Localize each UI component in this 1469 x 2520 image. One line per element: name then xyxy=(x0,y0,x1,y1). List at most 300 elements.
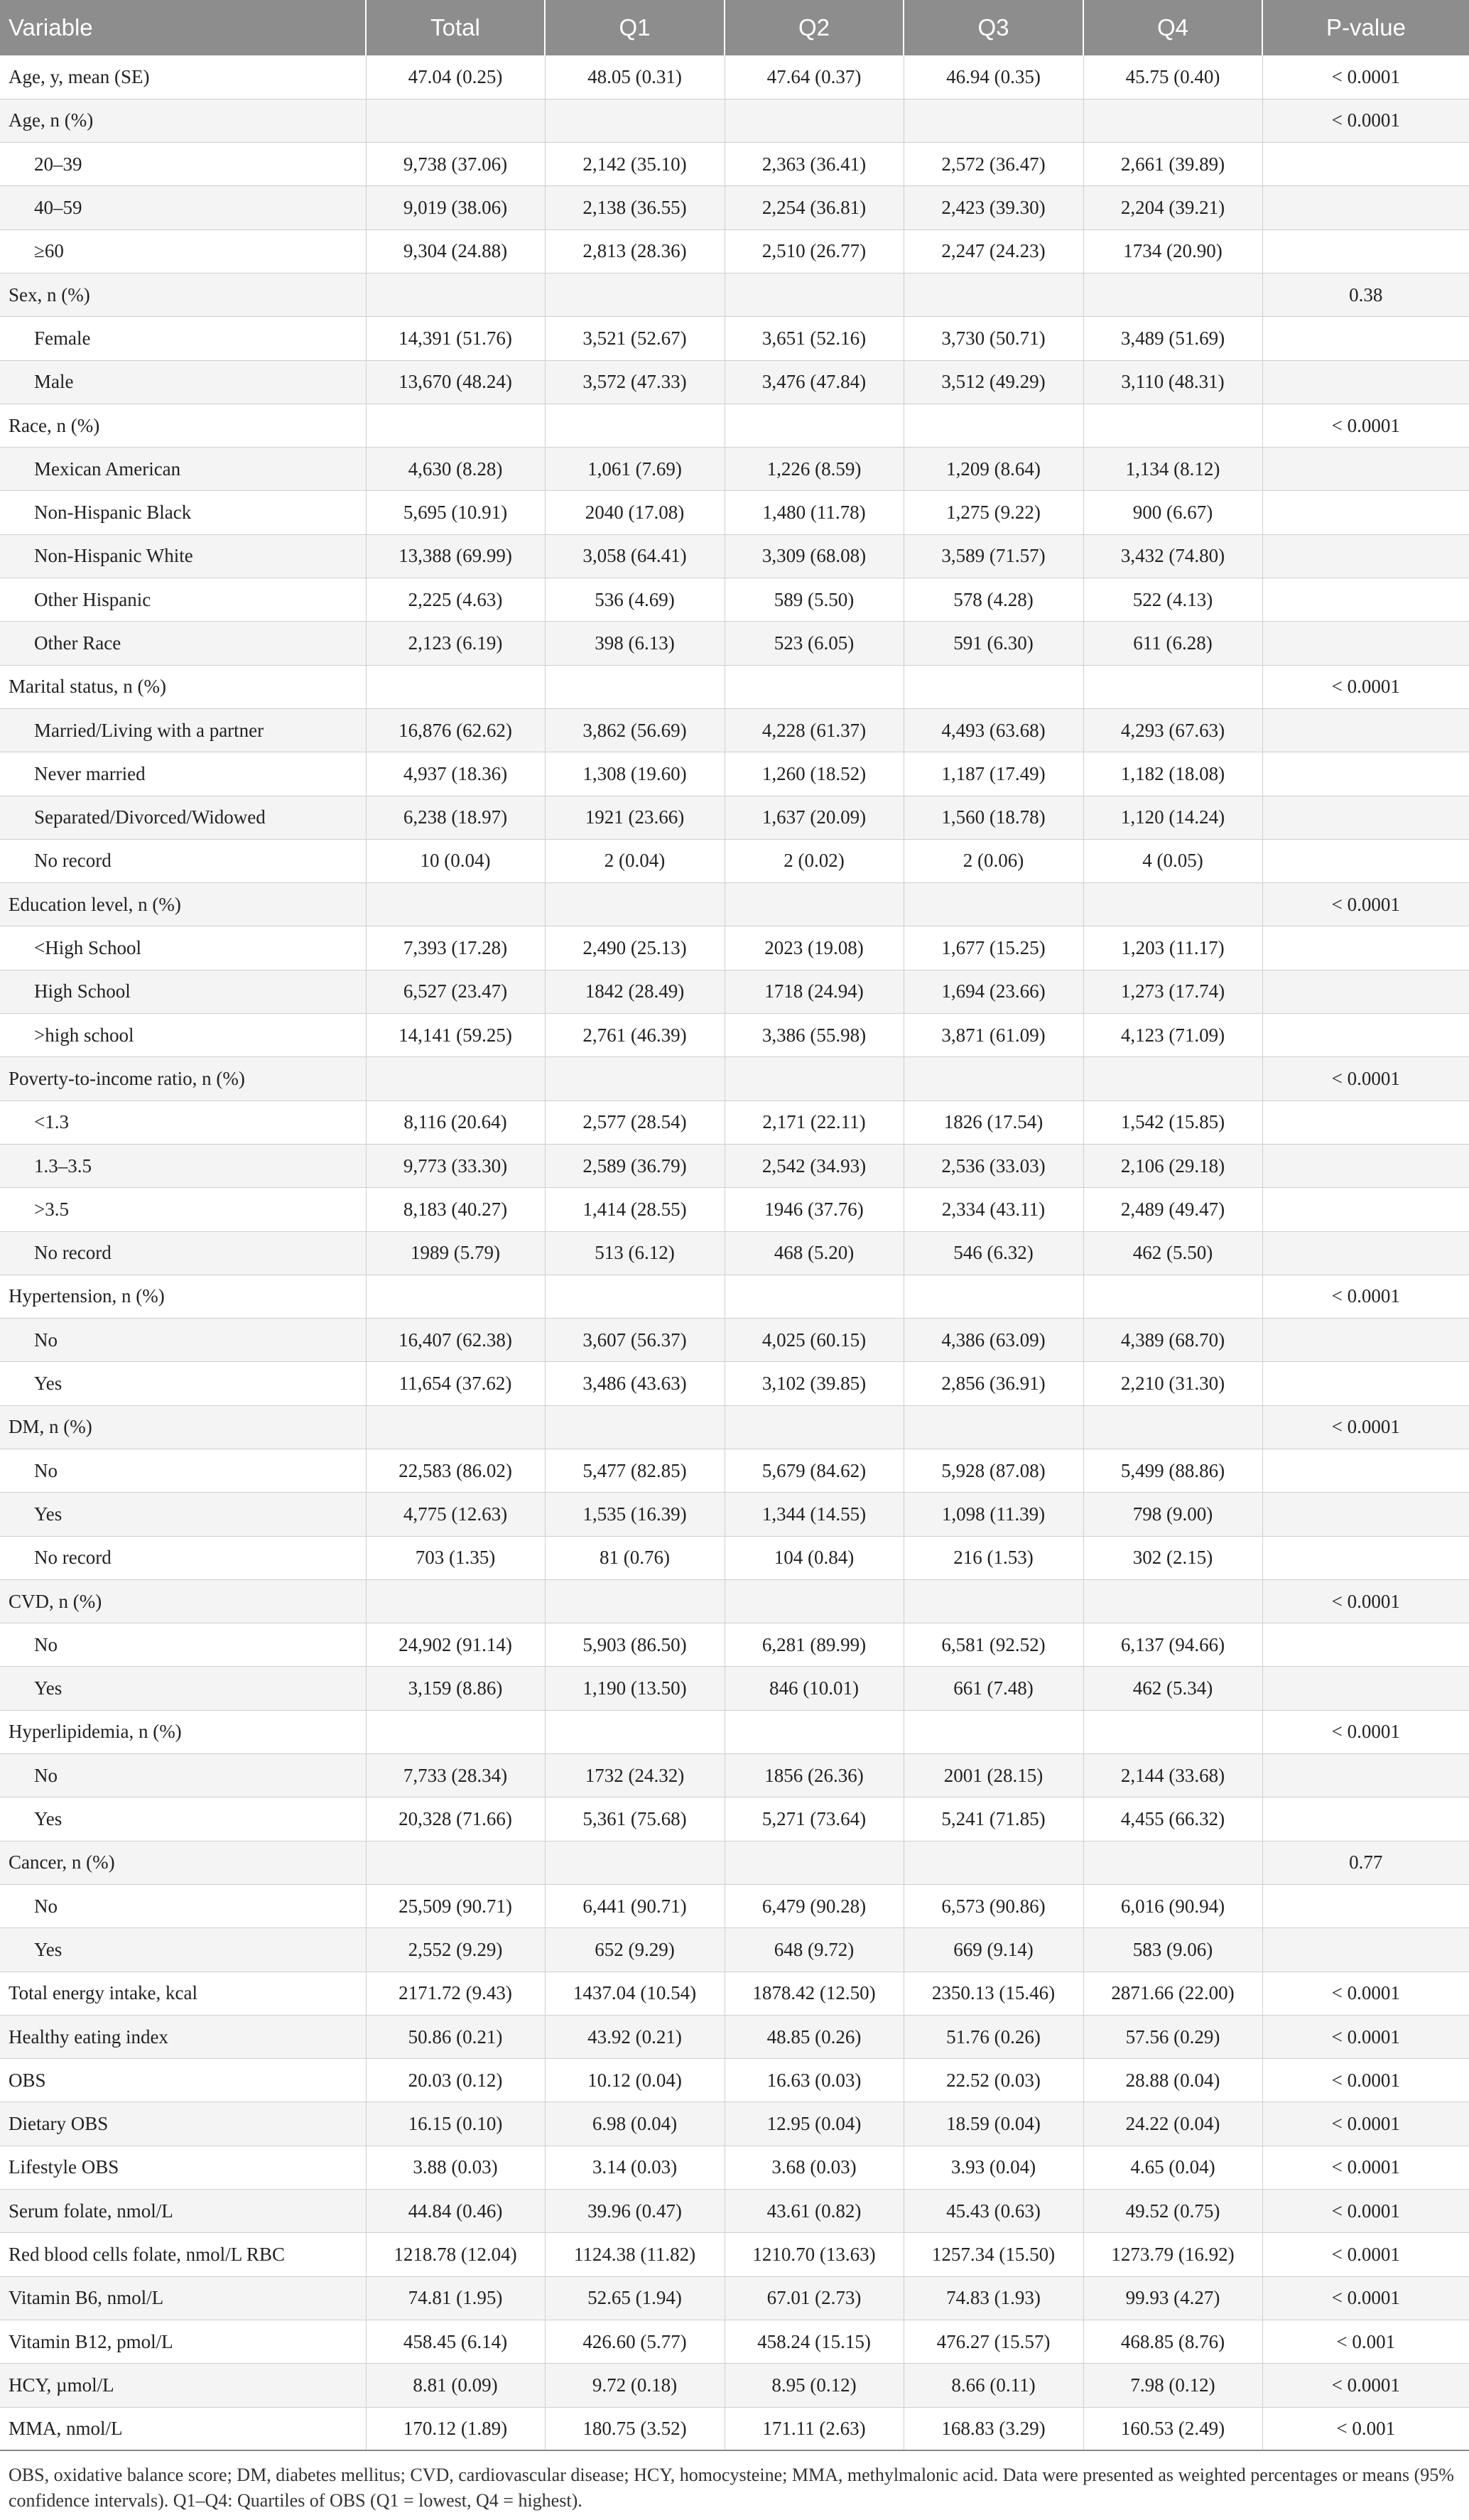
cell-q3: 6,581 (92.52) xyxy=(904,1623,1083,1667)
header-row xyxy=(0,0,1469,55)
cell-p-value xyxy=(1262,1231,1469,1275)
row-variable-label: No xyxy=(0,1319,366,1362)
cell-q3: 46.94 (0.35) xyxy=(904,55,1083,99)
cell-p-value: < 0.0001 xyxy=(1262,55,1469,99)
cell-total: 14,391 (51.76) xyxy=(366,317,545,360)
table-row xyxy=(0,708,1469,752)
cell-q4: 611 (6.28) xyxy=(1083,622,1262,665)
row-variable-label: No record xyxy=(0,839,366,882)
cell-q2: 1,344 (14.55) xyxy=(725,1493,904,1536)
row-variable-label: High School xyxy=(0,970,366,1013)
cell-q2 xyxy=(725,1057,904,1101)
cell-total: 20,328 (71.66) xyxy=(366,1797,545,1841)
cell-q3 xyxy=(904,1841,1083,1884)
table-row xyxy=(0,1188,1469,1231)
cell-p-value xyxy=(1262,970,1469,1013)
cell-p-value: < 0.001 xyxy=(1262,2407,1469,2450)
cell-total: 25,509 (90.71) xyxy=(366,1884,545,1927)
cell-q1: 9.72 (0.18) xyxy=(545,2364,725,2407)
row-variable-label: No record xyxy=(0,1536,366,1579)
cell-q3: 578 (4.28) xyxy=(904,578,1083,622)
cell-q4 xyxy=(1083,1841,1262,1884)
row-variable-label: Yes xyxy=(0,1667,366,1710)
row-variable-label: No record xyxy=(0,1231,366,1275)
cell-q2 xyxy=(725,1710,904,1753)
cell-q2: 1,226 (8.59) xyxy=(725,448,904,491)
cell-q2: 1,637 (20.09) xyxy=(725,796,904,839)
cell-q3: 74.83 (1.93) xyxy=(904,2276,1083,2320)
table-row xyxy=(0,578,1469,622)
cell-q1 xyxy=(545,1710,725,1753)
row-variable-label: Non-Hispanic White xyxy=(0,534,366,578)
cell-total: 10 (0.04) xyxy=(366,839,545,882)
cell-q2: 589 (5.50) xyxy=(725,578,904,622)
cell-p-value xyxy=(1262,839,1469,882)
table-row xyxy=(0,665,1469,708)
cell-total: 14,141 (59.25) xyxy=(366,1014,545,1057)
cell-q1: 52.65 (1.94) xyxy=(545,2276,725,2320)
cell-q4: 462 (5.34) xyxy=(1083,1667,1262,1710)
cell-q2: 5,271 (73.64) xyxy=(725,1797,904,1841)
cell-q3: 4,386 (63.09) xyxy=(904,1319,1083,1362)
row-variable-label: Red blood cells folate, nmol/L RBC xyxy=(0,2233,366,2276)
cell-q3: 18.59 (0.04) xyxy=(904,2102,1083,2146)
cell-p-value xyxy=(1262,1754,1469,1797)
cell-q1: 1732 (24.32) xyxy=(545,1754,725,1797)
cell-q4: 1,134 (8.12) xyxy=(1083,448,1262,491)
cell-total: 13,670 (48.24) xyxy=(366,360,545,404)
cell-total: 9,773 (33.30) xyxy=(366,1144,545,1187)
cell-q3: 2,334 (43.11) xyxy=(904,1188,1083,1231)
row-variable-label: Male xyxy=(0,360,366,404)
cell-q2: 3.68 (0.03) xyxy=(725,2146,904,2189)
cell-p-value: < 0.0001 xyxy=(1262,1057,1469,1101)
row-variable-label: Age, y, mean (SE) xyxy=(0,55,366,99)
cell-q4: 522 (4.13) xyxy=(1083,578,1262,622)
cell-q4 xyxy=(1083,99,1262,142)
cell-total: 13,388 (69.99) xyxy=(366,534,545,578)
row-variable-label: No xyxy=(0,1754,366,1797)
cell-q1: 5,477 (82.85) xyxy=(545,1449,725,1493)
cell-q1: 2,589 (36.79) xyxy=(545,1144,725,1187)
table-row xyxy=(0,404,1469,447)
cell-p-value xyxy=(1262,708,1469,752)
cell-q3: 1,187 (17.49) xyxy=(904,752,1083,796)
cell-p-value: < 0.0001 xyxy=(1262,404,1469,447)
table-row xyxy=(0,1101,1469,1144)
row-variable-label: >3.5 xyxy=(0,1188,366,1231)
cell-q1: 3,572 (47.33) xyxy=(545,360,725,404)
cell-q4 xyxy=(1083,1710,1262,1753)
row-variable-label: Vitamin B6, nmol/L xyxy=(0,2276,366,2320)
cell-q3: 669 (9.14) xyxy=(904,1928,1083,1972)
cell-q2: 5,679 (84.62) xyxy=(725,1449,904,1493)
cell-q2 xyxy=(725,404,904,447)
cell-q2: 4,228 (61.37) xyxy=(725,708,904,752)
cell-q4: 1,182 (18.08) xyxy=(1083,752,1262,796)
cell-total: 170.12 (1.89) xyxy=(366,2407,545,2450)
cell-q4: 24.22 (0.04) xyxy=(1083,2102,1262,2146)
cell-q1: 1,061 (7.69) xyxy=(545,448,725,491)
cell-q4: 2,204 (39.21) xyxy=(1083,186,1262,229)
cell-q1: 2040 (17.08) xyxy=(545,491,725,534)
table-row xyxy=(0,143,1469,186)
header-total: Total xyxy=(366,0,545,55)
cell-q3: 6,573 (90.86) xyxy=(904,1884,1083,1927)
cell-p-value xyxy=(1262,622,1469,665)
row-variable-label: No xyxy=(0,1623,366,1667)
table-row xyxy=(0,1754,1469,1797)
cell-p-value: < 0.0001 xyxy=(1262,2059,1469,2102)
cell-q3: 5,241 (71.85) xyxy=(904,1797,1083,1841)
row-variable-label: Education level, n (%) xyxy=(0,883,366,926)
cell-total: 1218.78 (12.04) xyxy=(366,2233,545,2276)
cell-q1 xyxy=(545,883,725,926)
cell-total: 74.81 (1.95) xyxy=(366,2276,545,2320)
row-variable-label: Mexican American xyxy=(0,448,366,491)
cell-q2: 2,542 (34.93) xyxy=(725,1144,904,1187)
row-variable-label: Serum folate, nmol/L xyxy=(0,2190,366,2233)
row-variable-label: Lifestyle OBS xyxy=(0,2146,366,2189)
table-row xyxy=(0,796,1469,839)
cell-q2: 104 (0.84) xyxy=(725,1536,904,1579)
table-row xyxy=(0,1841,1469,1884)
cell-p-value: 0.77 xyxy=(1262,1841,1469,1884)
cell-q4: 45.75 (0.40) xyxy=(1083,55,1262,99)
cell-q1: 48.05 (0.31) xyxy=(545,55,725,99)
cell-q3: 2001 (28.15) xyxy=(904,1754,1083,1797)
cell-q3 xyxy=(904,883,1083,926)
table-row xyxy=(0,2276,1469,2320)
cell-q2: 171.11 (2.63) xyxy=(725,2407,904,2450)
cell-q1: 652 (9.29) xyxy=(545,1928,725,1972)
row-variable-label: Marital status, n (%) xyxy=(0,665,366,708)
cell-q3: 3,512 (49.29) xyxy=(904,360,1083,404)
cell-q1: 43.92 (0.21) xyxy=(545,2015,725,2058)
cell-total xyxy=(366,1710,545,1753)
cell-total: 8.81 (0.09) xyxy=(366,2364,545,2407)
cell-total: 20.03 (0.12) xyxy=(366,2059,545,2102)
cell-total: 2,225 (4.63) xyxy=(366,578,545,622)
table-row xyxy=(0,273,1469,316)
cell-q1: 5,361 (75.68) xyxy=(545,1797,725,1841)
cell-q4: 4,293 (67.63) xyxy=(1083,708,1262,752)
cell-total: 8,183 (40.27) xyxy=(366,1188,545,1231)
cell-total xyxy=(366,665,545,708)
table-row xyxy=(0,2102,1469,2146)
cell-total: 2,552 (9.29) xyxy=(366,1928,545,1972)
cell-total: 11,654 (37.62) xyxy=(366,1362,545,1405)
cell-q4: 1,542 (15.85) xyxy=(1083,1101,1262,1144)
cell-q1: 426.60 (5.77) xyxy=(545,2320,725,2363)
row-variable-label: CVD, n (%) xyxy=(0,1579,366,1623)
cell-total: 6,238 (18.97) xyxy=(366,796,545,839)
row-variable-label: No xyxy=(0,1884,366,1927)
cell-total: 22,583 (86.02) xyxy=(366,1449,545,1493)
cell-q3: 2,536 (33.03) xyxy=(904,1144,1083,1187)
cell-p-value xyxy=(1262,1362,1469,1405)
cell-q2: 2 (0.02) xyxy=(725,839,904,882)
table-row xyxy=(0,1057,1469,1101)
cell-p-value: < 0.0001 xyxy=(1262,2276,1469,2320)
cell-q3: 168.83 (3.29) xyxy=(904,2407,1083,2450)
cell-q4 xyxy=(1083,1579,1262,1623)
cell-q3 xyxy=(904,1405,1083,1449)
cell-total: 5,695 (10.91) xyxy=(366,491,545,534)
row-variable-label: Never married xyxy=(0,752,366,796)
cell-q2: 3,476 (47.84) xyxy=(725,360,904,404)
cell-q2 xyxy=(725,1841,904,1884)
cell-q2 xyxy=(725,1275,904,1318)
header-q2: Q2 xyxy=(725,0,904,55)
cell-q4: 583 (9.06) xyxy=(1083,1928,1262,1972)
cell-q1: 3.14 (0.03) xyxy=(545,2146,725,2189)
cell-total xyxy=(366,1841,545,1884)
row-variable-label: Non-Hispanic Black xyxy=(0,491,366,534)
cell-q1: 2,142 (35.10) xyxy=(545,143,725,186)
cell-q1: 6,441 (90.71) xyxy=(545,1884,725,1927)
cell-total: 9,019 (38.06) xyxy=(366,186,545,229)
table-row xyxy=(0,1667,1469,1710)
cell-total xyxy=(366,404,545,447)
cell-q2: 3,309 (68.08) xyxy=(725,534,904,578)
table-row xyxy=(0,1710,1469,1753)
cell-q4: 4,455 (66.32) xyxy=(1083,1797,1262,1841)
cell-q1: 398 (6.13) xyxy=(545,622,725,665)
row-variable-label: ≥60 xyxy=(0,229,366,273)
cell-q2 xyxy=(725,1579,904,1623)
cell-p-value: 0.38 xyxy=(1262,273,1469,316)
cell-q1: 1,308 (19.60) xyxy=(545,752,725,796)
cell-p-value xyxy=(1262,1493,1469,1536)
cell-q3: 1826 (17.54) xyxy=(904,1101,1083,1144)
cell-total: 7,733 (28.34) xyxy=(366,1754,545,1797)
cell-p-value: < 0.0001 xyxy=(1262,99,1469,142)
cell-q3: 546 (6.32) xyxy=(904,1231,1083,1275)
cell-total: 458.45 (6.14) xyxy=(366,2320,545,2363)
cell-q2: 67.01 (2.73) xyxy=(725,2276,904,2320)
cell-q1: 1,535 (16.39) xyxy=(545,1493,725,1536)
cell-total: 1989 (5.79) xyxy=(366,1231,545,1275)
cell-q1 xyxy=(545,1841,725,1884)
cell-p-value xyxy=(1262,1623,1469,1667)
cell-q2: 2,363 (36.41) xyxy=(725,143,904,186)
cell-p-value: < 0.0001 xyxy=(1262,2190,1469,2233)
row-variable-label: <High School xyxy=(0,926,366,970)
cell-q2: 6,479 (90.28) xyxy=(725,1884,904,1927)
cell-q3: 591 (6.30) xyxy=(904,622,1083,665)
cell-q4: 1,203 (11.17) xyxy=(1083,926,1262,970)
cell-q3: 1,560 (18.78) xyxy=(904,796,1083,839)
table-row xyxy=(0,2059,1469,2102)
cell-q1: 2,761 (46.39) xyxy=(545,1014,725,1057)
cell-q3 xyxy=(904,273,1083,316)
row-variable-label: Vitamin B12, pmol/L xyxy=(0,2320,366,2363)
cell-p-value xyxy=(1262,534,1469,578)
table-row xyxy=(0,1579,1469,1623)
table-row xyxy=(0,1319,1469,1362)
table-row xyxy=(0,1493,1469,1536)
cell-q4: 900 (6.67) xyxy=(1083,491,1262,534)
cell-q1 xyxy=(545,665,725,708)
row-variable-label: Age, n (%) xyxy=(0,99,366,142)
cell-q3: 45.43 (0.63) xyxy=(904,2190,1083,2233)
cell-q2: 1,480 (11.78) xyxy=(725,491,904,534)
cell-q1 xyxy=(545,1579,725,1623)
cell-q1 xyxy=(545,1057,725,1101)
cell-q3 xyxy=(904,1057,1083,1101)
cell-q4: 2,144 (33.68) xyxy=(1083,1754,1262,1797)
cell-q1: 1921 (23.66) xyxy=(545,796,725,839)
cell-q1: 2 (0.04) xyxy=(545,839,725,882)
cell-q4: 4.65 (0.04) xyxy=(1083,2146,1262,2189)
cell-q1: 2,138 (36.55) xyxy=(545,186,725,229)
table-row xyxy=(0,1362,1469,1405)
cell-total: 2171.72 (9.43) xyxy=(366,1972,545,2015)
cell-q1: 3,058 (64.41) xyxy=(545,534,725,578)
table-row xyxy=(0,2320,1469,2363)
cell-p-value xyxy=(1262,1928,1469,1972)
cell-q3: 22.52 (0.03) xyxy=(904,2059,1083,2102)
table-footnote: OBS, oxidative balance score; DM, diabetes mellitus; CVD, cardiovascular disease; HCY, homocysteine; MMA, methylmalonic acid. Data were presented as weighted percentages or means (95% confidence intervals). Q1–Q4: Quartiles of OBS (Q1 = lowest, Q4 = highest). xyxy=(9,2465,1454,2511)
cell-q4: 1,273 (17.74) xyxy=(1083,970,1262,1013)
header-q1: Q1 xyxy=(545,0,725,55)
cell-q2: 6,281 (89.99) xyxy=(725,1623,904,1667)
cell-p-value xyxy=(1262,1667,1469,1710)
cell-q4: 57.56 (0.29) xyxy=(1083,2015,1262,2058)
cell-q4 xyxy=(1083,665,1262,708)
cell-total: 703 (1.35) xyxy=(366,1536,545,1579)
cell-p-value xyxy=(1262,448,1469,491)
table-row xyxy=(0,622,1469,665)
table-row xyxy=(0,534,1469,578)
cell-q4 xyxy=(1083,273,1262,316)
cell-q1: 3,521 (52.67) xyxy=(545,317,725,360)
cell-q4: 6,137 (94.66) xyxy=(1083,1623,1262,1667)
cell-q3: 3,589 (71.57) xyxy=(904,534,1083,578)
cell-q2 xyxy=(725,273,904,316)
table-row xyxy=(0,2364,1469,2407)
row-variable-label: Yes xyxy=(0,1928,366,1972)
table-row xyxy=(0,1536,1469,1579)
cell-q4: 6,016 (90.94) xyxy=(1083,1884,1262,1927)
cell-q2: 2,510 (26.77) xyxy=(725,229,904,273)
cell-total: 8,116 (20.64) xyxy=(366,1101,545,1144)
cell-q1: 1437.04 (10.54) xyxy=(545,1972,725,2015)
cell-q1: 2,813 (28.36) xyxy=(545,229,725,273)
row-variable-label: 20–39 xyxy=(0,143,366,186)
cell-q2: 48.85 (0.26) xyxy=(725,2015,904,2058)
row-variable-label: Female xyxy=(0,317,366,360)
cell-total: 44.84 (0.46) xyxy=(366,2190,545,2233)
cell-q3: 2,247 (24.23) xyxy=(904,229,1083,273)
table-row xyxy=(0,99,1469,142)
cell-q3: 2350.13 (15.46) xyxy=(904,1972,1083,2015)
cell-q4: 1,120 (14.24) xyxy=(1083,796,1262,839)
row-variable-label: MMA, nmol/L xyxy=(0,2407,366,2450)
cell-q4: 5,499 (88.86) xyxy=(1083,1449,1262,1493)
cell-q2: 47.64 (0.37) xyxy=(725,55,904,99)
cell-p-value xyxy=(1262,317,1469,360)
cell-q4: 1273.79 (16.92) xyxy=(1083,2233,1262,2276)
cell-q4: 7.98 (0.12) xyxy=(1083,2364,1262,2407)
cell-q3: 1,098 (11.39) xyxy=(904,1493,1083,1536)
cell-q4: 1734 (20.90) xyxy=(1083,229,1262,273)
cell-p-value: < 0.0001 xyxy=(1262,1972,1469,2015)
cell-p-value: < 0.0001 xyxy=(1262,1275,1469,1318)
row-variable-label: <1.3 xyxy=(0,1101,366,1144)
cell-q4: 3,432 (74.80) xyxy=(1083,534,1262,578)
cell-p-value xyxy=(1262,1797,1469,1841)
row-variable-label: Yes xyxy=(0,1493,366,1536)
row-variable-label: Other Hispanic xyxy=(0,578,366,622)
cell-q1: 3,862 (56.69) xyxy=(545,708,725,752)
cell-q1: 536 (4.69) xyxy=(545,578,725,622)
cell-q1: 5,903 (86.50) xyxy=(545,1623,725,1667)
cell-q2 xyxy=(725,883,904,926)
cell-total: 4,630 (8.28) xyxy=(366,448,545,491)
cell-total xyxy=(366,1057,545,1101)
cell-total: 2,123 (6.19) xyxy=(366,622,545,665)
cell-q2: 1,260 (18.52) xyxy=(725,752,904,796)
row-variable-label: Yes xyxy=(0,1797,366,1841)
cell-q2: 3,386 (55.98) xyxy=(725,1014,904,1057)
cell-q2: 523 (6.05) xyxy=(725,622,904,665)
table-row xyxy=(0,229,1469,273)
cell-q1 xyxy=(545,1275,725,1318)
cell-total: 7,393 (17.28) xyxy=(366,926,545,970)
cell-q1 xyxy=(545,273,725,316)
table-row xyxy=(0,55,1469,99)
row-variable-label: Other Race xyxy=(0,622,366,665)
cell-q1: 3,486 (43.63) xyxy=(545,1362,725,1405)
cell-q3: 476.27 (15.57) xyxy=(904,2320,1083,2363)
cell-total xyxy=(366,99,545,142)
cell-q1: 180.75 (3.52) xyxy=(545,2407,725,2450)
cell-q1 xyxy=(545,1405,725,1449)
cell-q1: 1,190 (13.50) xyxy=(545,1667,725,1710)
cell-p-value xyxy=(1262,796,1469,839)
table-row xyxy=(0,1231,1469,1275)
cell-p-value: < 0.0001 xyxy=(1262,2146,1469,2189)
cell-q1: 1842 (28.49) xyxy=(545,970,725,1013)
row-variable-label: Healthy eating index xyxy=(0,2015,366,2058)
cell-total: 24,902 (91.14) xyxy=(366,1623,545,1667)
cell-q2 xyxy=(725,665,904,708)
table-row xyxy=(0,2407,1469,2450)
table-row xyxy=(0,491,1469,534)
cell-q4: 4,389 (68.70) xyxy=(1083,1319,1262,1362)
cell-q3: 2,572 (36.47) xyxy=(904,143,1083,186)
table-row xyxy=(0,2190,1469,2233)
cell-total: 16,876 (62.62) xyxy=(366,708,545,752)
cell-q3: 216 (1.53) xyxy=(904,1536,1083,1579)
cell-q4: 3,110 (48.31) xyxy=(1083,360,1262,404)
cell-p-value: < 0.0001 xyxy=(1262,2102,1469,2146)
cell-q1: 81 (0.76) xyxy=(545,1536,725,1579)
cell-q4: 3,489 (51.69) xyxy=(1083,317,1262,360)
cell-p-value xyxy=(1262,491,1469,534)
cell-q2: 16.63 (0.03) xyxy=(725,2059,904,2102)
cell-q4 xyxy=(1083,1275,1262,1318)
cell-q4 xyxy=(1083,404,1262,447)
cell-p-value: < 0.0001 xyxy=(1262,883,1469,926)
table-row xyxy=(0,1144,1469,1187)
cell-q4: 99.93 (4.27) xyxy=(1083,2276,1262,2320)
cell-p-value xyxy=(1262,1884,1469,1927)
row-variable-label: Race, n (%) xyxy=(0,404,366,447)
cell-total: 16,407 (62.38) xyxy=(366,1319,545,1362)
